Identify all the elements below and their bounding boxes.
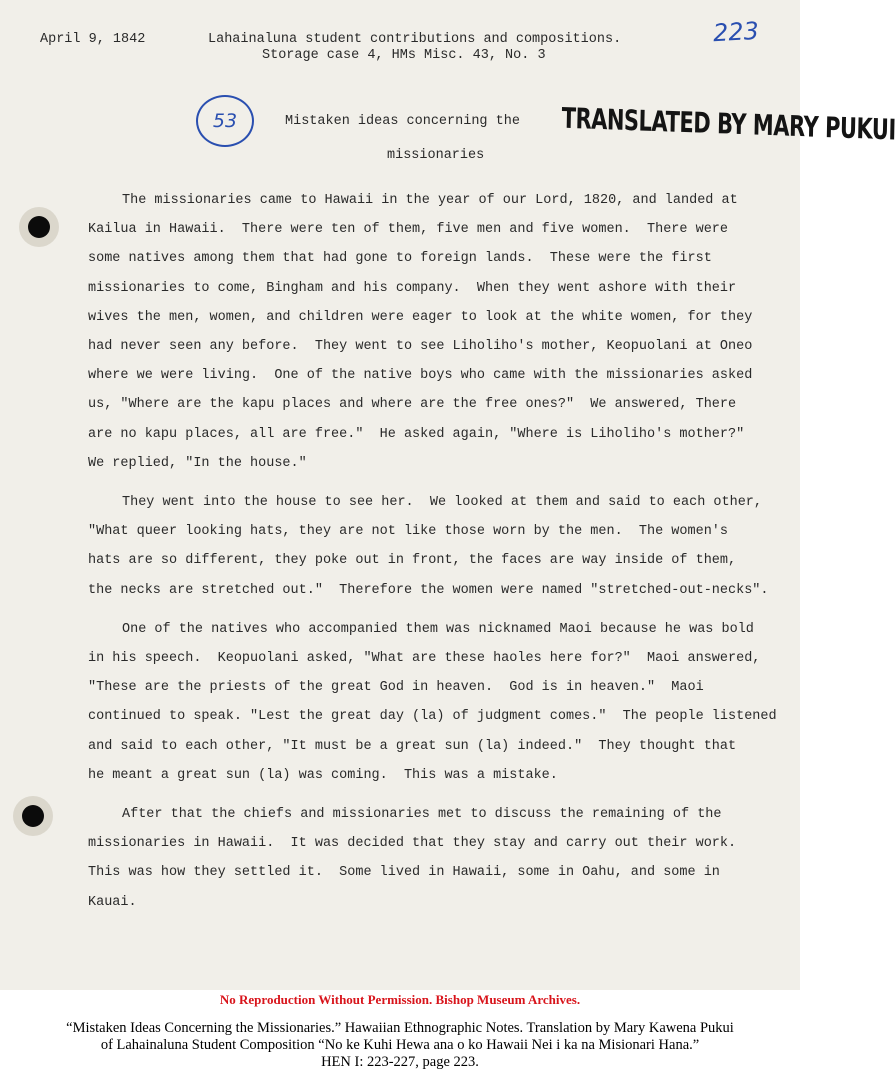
text-line: missionaries in Hawaii. It was decided that they stay and carry out their work. xyxy=(88,836,737,852)
document-body xyxy=(88,186,788,927)
text-line: some natives among them that had gone to foreign lands. These were the first xyxy=(88,251,712,267)
text-line: They went into the house to see her. We looked at them and said to each other, xyxy=(122,495,763,511)
text-line: where we were living. One of the native boys who came with the missionaries asked xyxy=(88,368,753,384)
handwritten-page-number: 223 xyxy=(712,16,760,48)
punch-hole-icon xyxy=(22,805,44,827)
text-line: in his speech. Keopuolani asked, "What are these haoles here for?" Maoi answered, xyxy=(88,651,761,667)
source-line: Storage case 4, HMs Misc. 43, No. 3 xyxy=(262,48,546,63)
document-title-line-2: missionaries xyxy=(387,148,485,163)
text-line: Kauai. xyxy=(88,894,137,910)
citation-line: “Mistaken Ideas Concerning the Missionaries.” Hawaiian Ethnographic Notes. Translation by Mary Kawena Pukui xyxy=(66,1020,734,1036)
text-line: the necks are stretched out." Therefore the women were named "stretched-out-necks". xyxy=(88,582,769,598)
text-line: continued to speak. "Lest the great day (la) of judgment comes." The people listened xyxy=(88,709,777,725)
paragraph xyxy=(88,488,788,605)
text-line: hats are so different, they poke out in front, the faces are way inside of them, xyxy=(88,553,737,569)
source-line: Lahainaluna student contributions and compositions. xyxy=(208,32,622,47)
citation-line: HEN I: 223-227, page 223. xyxy=(321,1054,479,1070)
document-date: April 9, 1842 xyxy=(40,32,146,47)
text-line: Kailua in Hawaii. There were ten of them, five men and five women. There were xyxy=(88,222,729,238)
source-reference xyxy=(208,32,621,64)
text-line: wives the men, women, and children were eager to look at the white women, for they xyxy=(88,309,753,325)
text-line: "These are the priests of the great God in heaven. God is in heaven." Maoi xyxy=(88,680,704,696)
text-line: are no kapu places, all are free." He asked again, "Where is Liholiho's mother?" xyxy=(88,426,745,442)
text-line: had never seen any before. They went to see Liholiho's mother, Keopuolani at Oneo xyxy=(88,339,753,355)
document-title-line-1: Mistaken ideas concerning the xyxy=(285,114,520,129)
text-line: and said to each other, "It must be a great sun (la) indeed." They thought that xyxy=(88,738,737,754)
citation xyxy=(0,1020,800,1071)
translator-stamp: TRANSLATED BY MARY PUKUI xyxy=(561,102,896,147)
text-line: he meant a great sun (la) was coming. This was a mistake. xyxy=(88,767,558,783)
paragraph xyxy=(88,800,788,917)
citation-line: of Lahainaluna Student Composition “No ke Kuhi Hewa ana o ko Hawaii Nei i ka na Misionari Hana.” xyxy=(100,1037,700,1053)
text-line: us, "Where are the kapu places and where are the free ones?" We answered, There xyxy=(88,397,737,413)
circled-item-number: 53 xyxy=(196,95,254,147)
text-line: The missionaries came to Hawaii in the year of our Lord, 1820, and landed at xyxy=(122,193,738,208)
text-line: missionaries to come, Bingham and his company. When they went ashore with their xyxy=(88,280,737,296)
text-line: We replied, "In the house." xyxy=(88,455,307,471)
paragraph xyxy=(88,186,788,478)
text-line: One of the natives who accompanied them was nicknamed Maoi because he was bold xyxy=(122,621,754,637)
text-line: This was how they settled it. Some lived in Hawaii, some in Oahu, and some in xyxy=(88,865,720,881)
punch-hole-icon xyxy=(28,216,50,238)
text-line: "What queer looking hats, they are not like those worn by the men. The women's xyxy=(88,524,729,540)
reproduction-notice: No Reproduction Without Permission. Bishop Museum Archives. xyxy=(219,992,581,1007)
paragraph xyxy=(88,615,788,790)
text-line: After that the chiefs and missionaries met to discuss the remaining of the xyxy=(122,807,722,823)
